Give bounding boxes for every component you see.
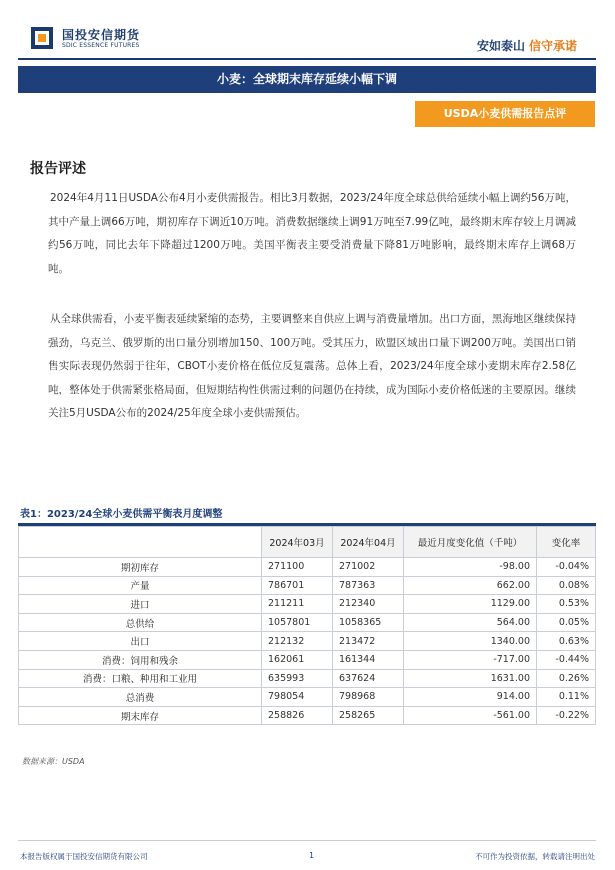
value-change: -561.00 xyxy=(404,706,537,725)
header xyxy=(0,0,615,64)
value-rate: 0.63% xyxy=(537,632,596,651)
value-mar: 635993 xyxy=(262,669,333,688)
row-label: 消费：饲用和残余 xyxy=(19,650,262,669)
row-label: 产量 xyxy=(19,576,262,595)
brand-name-cn: 国投安信期货 xyxy=(62,28,141,42)
header-mar: 2024年03月 xyxy=(262,527,333,558)
paragraph-1: 2024年4月11日USDA公布4月小麦供需报告。相比3月数据，2023/24年度全球总供给延续小幅上调约56万吨，其中产量上调66万吨，期初库存下调近10万吨。消费数据继续上调91万吨至7.99亿吨，最终期末库存较上月调减约56万吨，同比去年下降超过1200万吨。美国平衡表主要受消费量下降81万吨影响，最终期末库存上调68万吨。 xyxy=(48,192,576,275)
value-mar: 798054 xyxy=(262,688,333,707)
table-row xyxy=(19,706,596,725)
value-change: 662.00 xyxy=(404,576,537,595)
table-header-row xyxy=(19,527,596,558)
row-label: 进口 xyxy=(19,595,262,614)
table-row xyxy=(19,558,596,577)
data-source: 数据来源：USDA xyxy=(22,757,85,766)
value-mar: 211211 xyxy=(262,595,333,614)
table-row xyxy=(19,669,596,688)
table-row xyxy=(19,576,596,595)
table-row xyxy=(19,688,596,707)
header-rate: 变化率 xyxy=(537,527,596,558)
row-label: 期末库存 xyxy=(19,706,262,725)
value-apr: 1058365 xyxy=(333,613,404,632)
value-mar: 212132 xyxy=(262,632,333,651)
value-rate: 0.11% xyxy=(537,688,596,707)
balance-table xyxy=(18,523,596,725)
value-mar: 162061 xyxy=(262,650,333,669)
row-label: 消费：口粮、种用和工业用 xyxy=(19,669,262,688)
header-blank xyxy=(19,527,262,558)
paragraph-2: 从全球供需看，小麦平衡表延续紧缩的态势，主要调整来自供应上调与消费量增加。出口方面，黑海地区继续保持强劲，乌克兰、俄罗斯的出口量分别增加150、100万吨。受其压力，欧盟区域出口量下调200万吨。美国出口销售实际表现仍然弱于往年，CBOT小麦价格在低位反复震荡。总体上看，2023/24年度全球小麦期末库存2.58亿吨，整体处于供需紧张格局面，但短期结构性供需过剩的问题仍在持续，成为国际小麦价格低迷的主要原因。继续关注5月USDA公布的2024/25年度全球小麦供需预估。 xyxy=(48,313,576,419)
brand-name-en: SDIC ESSENCE FUTURES xyxy=(62,42,140,49)
value-apr: 213472 xyxy=(333,632,404,651)
header-apr: 2024年04月 xyxy=(333,527,404,558)
table-row xyxy=(19,650,596,669)
table-caption: 表1：2023/24全球小麦供需平衡表月度调整 xyxy=(20,509,223,520)
value-change: 1631.00 xyxy=(404,669,537,688)
value-change: 564.00 xyxy=(404,613,537,632)
row-label: 期初库存 xyxy=(19,558,262,577)
value-mar: 786701 xyxy=(262,576,333,595)
slogan xyxy=(477,37,577,54)
report-title: 小麦：全球期末库存延续小幅下调 xyxy=(18,66,596,93)
value-change: -717.00 xyxy=(404,650,537,669)
value-rate: -0.22% xyxy=(537,706,596,725)
row-label: 总供给 xyxy=(19,613,262,632)
value-mar: 258826 xyxy=(262,706,333,725)
value-apr: 212340 xyxy=(333,595,404,614)
report-type-tag: USDA小麦供需报告点评 xyxy=(415,101,595,127)
value-rate: 0.53% xyxy=(537,595,596,614)
value-apr: 637624 xyxy=(333,669,404,688)
slogan-part-a: 安如泰山 xyxy=(476,39,525,53)
footer-copyright: 本报告版权属于国投安信期货有限公司 xyxy=(20,852,148,861)
footer-disclaimer: 不可作为投资依据，转载请注明出处 xyxy=(475,852,595,861)
slogan-part-b: 信守承诺 xyxy=(528,39,577,53)
row-label: 出口 xyxy=(19,632,262,651)
value-apr: 271002 xyxy=(333,558,404,577)
value-rate: 0.26% xyxy=(537,669,596,688)
value-change: 1340.00 xyxy=(404,632,537,651)
footer-divider xyxy=(18,840,596,841)
value-rate: -0.04% xyxy=(537,558,596,577)
section-title: 报告评述 xyxy=(30,161,86,177)
table-row xyxy=(19,632,596,651)
table-row xyxy=(19,595,596,614)
row-label: 总消费 xyxy=(19,688,262,707)
value-rate: 0.08% xyxy=(537,576,596,595)
page-number: 1 xyxy=(309,851,315,860)
value-change: 1129.00 xyxy=(404,595,537,614)
value-mar: 271100 xyxy=(262,558,333,577)
value-change: 914.00 xyxy=(404,688,537,707)
value-apr: 798968 xyxy=(333,688,404,707)
value-apr: 787363 xyxy=(333,576,404,595)
value-rate: -0.44% xyxy=(537,650,596,669)
value-mar: 1057801 xyxy=(262,613,333,632)
value-change: -98.00 xyxy=(404,558,537,577)
header-divider xyxy=(18,58,596,60)
value-rate: 0.05% xyxy=(537,613,596,632)
company-logo-icon xyxy=(30,26,54,50)
header-change: 最近月度变化值（千吨） xyxy=(404,527,537,558)
table-row xyxy=(19,613,596,632)
value-apr: 161344 xyxy=(333,650,404,669)
value-apr: 258265 xyxy=(333,706,404,725)
